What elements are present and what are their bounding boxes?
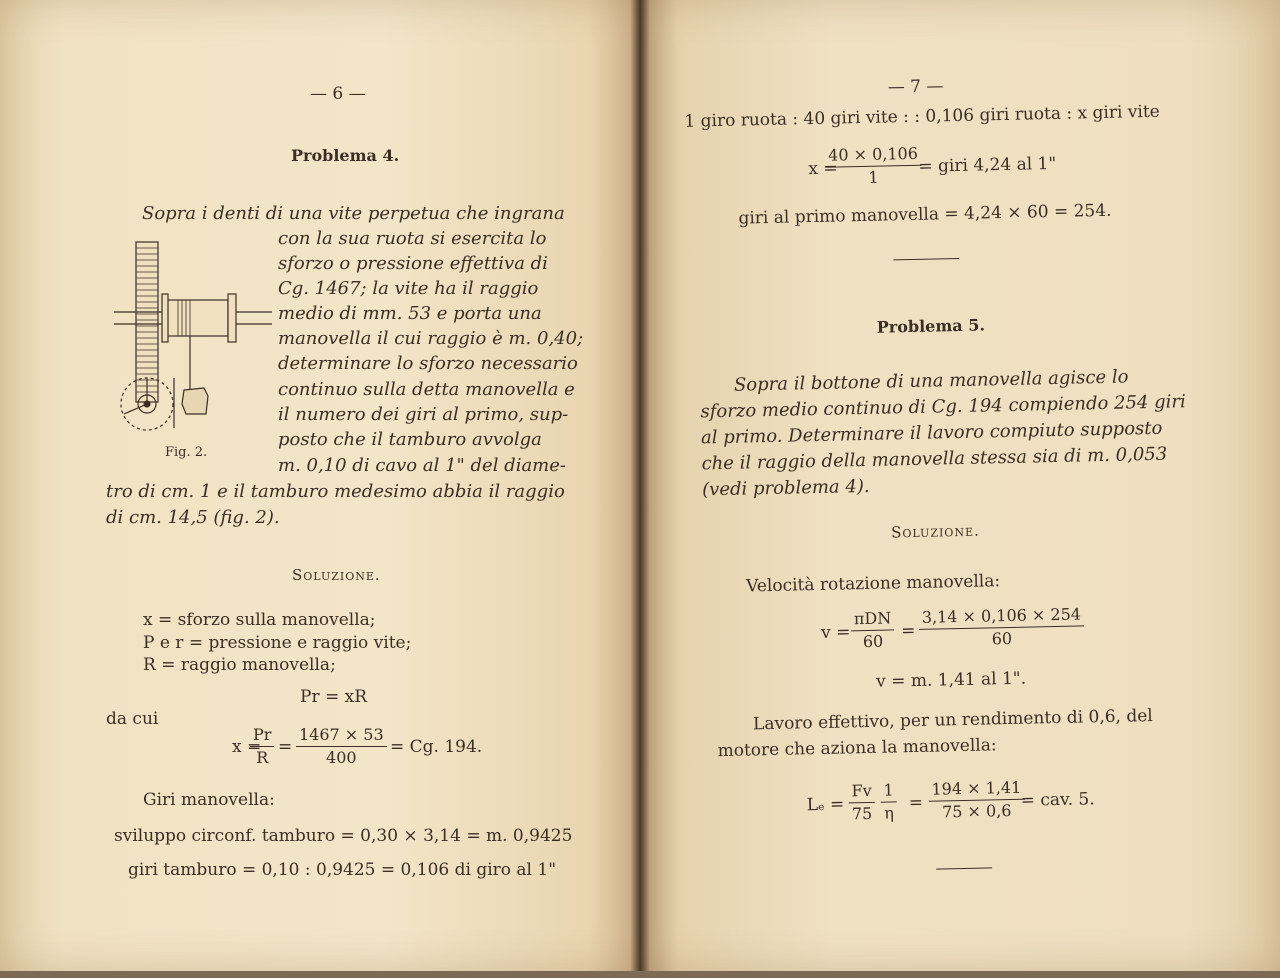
right-page bbox=[640, 0, 1280, 971]
fraction-numerator: πDN bbox=[851, 609, 895, 630]
fraction-denominator: 1 bbox=[868, 167, 879, 187]
problem-line: con la sua ruota si esercita lo bbox=[278, 228, 547, 249]
problem-line: medio di mm. 53 e porta una bbox=[278, 303, 542, 324]
section-divider bbox=[936, 867, 992, 869]
problem-line: determinare lo sforzo necessario bbox=[278, 353, 578, 374]
problem-title: Problema 4. bbox=[291, 146, 400, 165]
problem-line: Sopra i denti di una vite perpetua che ingrana bbox=[142, 203, 565, 224]
fraction-fv-75 bbox=[848, 782, 875, 823]
problem-line: di cm. 14,5 (fig. 2). bbox=[106, 507, 280, 528]
problem-line: il numero dei giri al primo, sup- bbox=[278, 404, 569, 425]
book-gutter bbox=[630, 0, 650, 971]
problem-line: che il raggio della manovella stessa sia di m. 0,053 bbox=[701, 443, 1168, 475]
problem-line: al primo. Determinare il lavoro compiuto supposto bbox=[700, 417, 1163, 449]
giri-tamburo-line: giri tamburo = 0,10 : 0,9425 = 0,106 di giro al 1" bbox=[128, 860, 557, 880]
velocity-heading: Velocità rotazione manovella: bbox=[745, 571, 1001, 597]
problem-line: Cg. 1467; la vite ha il raggio bbox=[278, 278, 539, 299]
fraction-pidn-60 bbox=[851, 609, 895, 650]
problem-line: tro di cm. 1 e il tamburo medesimo abbia il raggio bbox=[106, 481, 565, 502]
fraction-denominator: 75 bbox=[851, 803, 873, 823]
problem-line: (vedi problema 4). bbox=[701, 475, 870, 501]
proportion-line: 1 giro ruota : 40 giri vite : : 0,106 giri ruota : x giri vite bbox=[684, 101, 1160, 132]
problem-title: Problema 5. bbox=[876, 315, 986, 337]
definition-line: P e r = pressione e raggio vite; bbox=[143, 633, 412, 653]
eq-v-equals: = bbox=[900, 620, 916, 642]
eq-l-result: = cav. 5. bbox=[1020, 789, 1095, 811]
page-number: — 6 — bbox=[310, 84, 366, 104]
eq2-lhs: x = bbox=[232, 737, 262, 757]
problem-line: manovella il cui raggio è m. 0,40; bbox=[278, 328, 584, 349]
problem-line: sforzo medio continuo di Cg. 194 compiendo 254 giri bbox=[700, 391, 1186, 423]
solution-heading: Soluzione. bbox=[292, 566, 381, 584]
velocity-result: v = m. 1,41 al 1". bbox=[875, 668, 1027, 692]
problem-line: Sopra il bottone di una manovella agisce lo bbox=[733, 366, 1129, 396]
figure-caption: Fig. 2. bbox=[165, 445, 208, 460]
eq2-equals: = bbox=[278, 737, 293, 757]
fraction-numerator: Fv bbox=[848, 782, 875, 803]
fraction-numerator: 194 × 1,41 bbox=[928, 779, 1024, 802]
fraction-numerator: Pr bbox=[250, 726, 274, 747]
fraction-numerator: 3,14 × 0,106 × 254 bbox=[919, 605, 1085, 629]
giri-heading: Giri manovella: bbox=[143, 790, 275, 810]
fraction-1467-53-400 bbox=[296, 726, 387, 766]
fraction-denominator: η bbox=[884, 803, 895, 823]
eq-v-lhs: v = bbox=[820, 622, 851, 643]
fraction-numerator: 1467 × 53 bbox=[296, 726, 387, 747]
problem-line: continuo sulla detta manovella e bbox=[278, 379, 575, 400]
giri-primo-line: giri al primo manovella = 4,24 × 60 = 254. bbox=[738, 200, 1112, 229]
left-page bbox=[0, 0, 640, 971]
fraction-40-0106 bbox=[825, 145, 922, 187]
equation-pr-xr: Pr = xR bbox=[300, 687, 368, 707]
eq-x-lhs: x = bbox=[808, 158, 838, 180]
eq-l-lhs: Lₑ = bbox=[806, 794, 845, 816]
eq-x-result: = giri 4,24 al 1" bbox=[918, 153, 1057, 177]
right-page-content bbox=[630, 0, 1280, 978]
sviluppo-line: sviluppo circonf. tamburo = 0,30 × 3,14 = m. 0,9425 bbox=[114, 826, 573, 846]
da-cui-text: da cui bbox=[106, 709, 159, 729]
eq-l-equals: = bbox=[908, 792, 924, 814]
fraction-denominator: 400 bbox=[326, 747, 357, 767]
lavoro-line: Lavoro effettivo, per un rendimento di 0,6, del bbox=[752, 706, 1153, 735]
section-divider bbox=[893, 258, 959, 260]
eq2-result: = Cg. 194. bbox=[390, 737, 483, 757]
fraction-denominator: 60 bbox=[991, 628, 1013, 648]
problem-line: m. 0,10 di cavo al 1" del diame- bbox=[278, 455, 566, 476]
fraction-denominator: 75 × 0,6 bbox=[941, 800, 1012, 822]
problem-line: sforzo o pressione effettiva di bbox=[278, 253, 548, 274]
fraction-numerator: 1 bbox=[880, 781, 897, 802]
lavoro-line: motore che aziona la manovella: bbox=[717, 735, 997, 762]
solution-heading: Soluzione. bbox=[890, 521, 980, 542]
fraction-pr-r bbox=[250, 726, 274, 766]
problem-line: posto che il tamburo avvolga bbox=[278, 429, 542, 450]
fraction-denominator: R bbox=[256, 747, 269, 767]
definition-line: R = raggio manovella; bbox=[143, 655, 336, 675]
fraction-numerator: 40 × 0,106 bbox=[825, 145, 921, 168]
fraction-denominator: 60 bbox=[862, 631, 884, 651]
definition-line: x = sforzo sulla manovella; bbox=[143, 610, 376, 630]
page-number: — 7 — bbox=[887, 76, 944, 98]
fraction-1-eta bbox=[880, 781, 897, 822]
fraction-lavoro bbox=[928, 779, 1025, 821]
fraction-velocity bbox=[919, 605, 1085, 649]
worm-gear-figure bbox=[112, 238, 274, 438]
